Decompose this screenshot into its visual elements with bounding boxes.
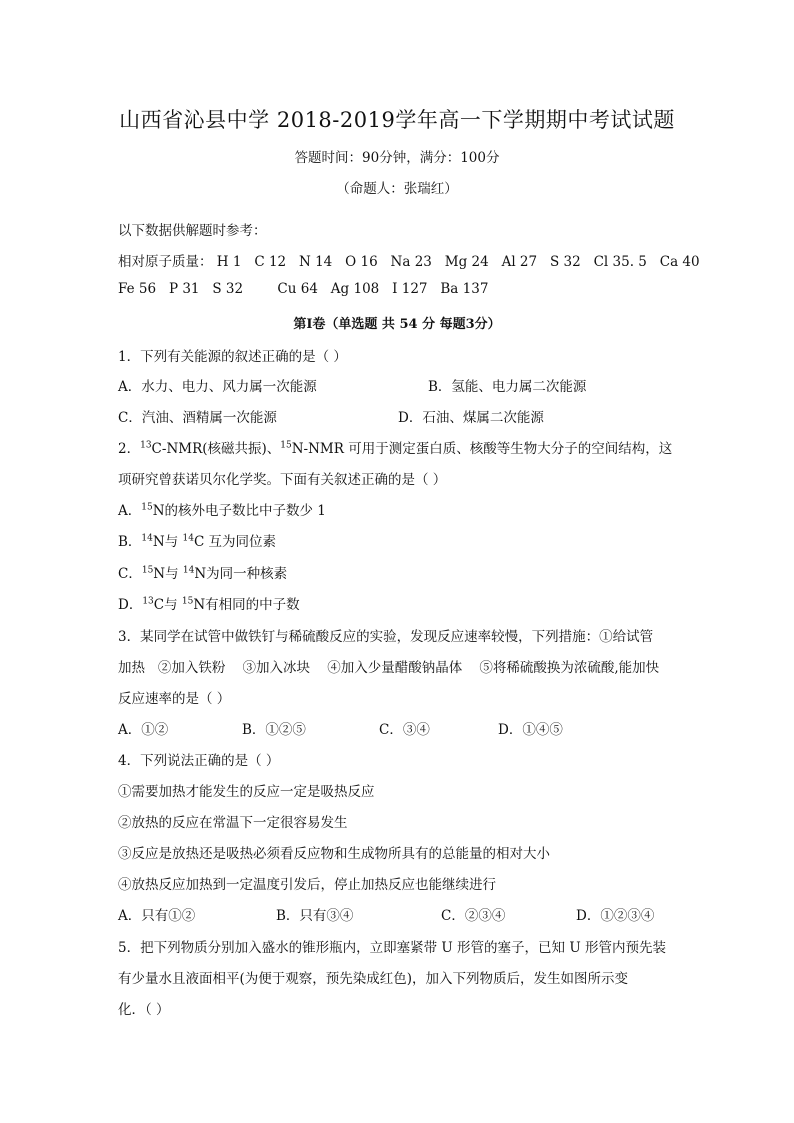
question-1-option-d: D．石油、煤属二次能源 — [398, 410, 544, 426]
question-2-option-d: D．$^{13}$C与 $^{15}$N有相同的中子数 — [118, 596, 300, 613]
question-4-option-a: A．只有①② — [118, 908, 196, 924]
question-3-stem-line-3: 反应速率的是（ ） — [118, 691, 231, 707]
question-4-option-c: C．②③④ — [441, 908, 506, 924]
exam-time-info: 答题时间：90分钟，满分：100分 — [294, 150, 500, 166]
question-4-option-b: B．只有③④ — [276, 908, 354, 924]
question-1-stem: 1．下列有关能源的叙述正确的是（ ） — [118, 349, 347, 365]
question-3-stem-line-1: 3．某同学在试管中做铁钉与稀硫酸反应的实验，发现反应速率较慢，下列措施：①给试管 — [118, 629, 654, 645]
atomic-masses-line-2: Fe 56 P 31 S 32 Cu 64 Ag 108 I 127 Ba 137 — [118, 281, 489, 297]
question-5-stem-line-2: 有少量水且液面相平(为便于观察，预先染成红色)，加入下列物质后，发生如图所示变 — [118, 971, 629, 987]
question-1-option-b: B．氢能、电力属二次能源 — [428, 379, 587, 395]
question-3-option-d: D．①④⑤ — [498, 722, 563, 738]
question-3-option-c: C．③④ — [379, 722, 430, 738]
page-title: 山西省沁县中学 2018-2019学年高一下学期期中考试试题 — [119, 108, 675, 132]
exam-author: （命题人：张瑞红） — [336, 181, 458, 197]
question-2-stem-line-2: 项研究曾获诺贝尔化学奖。下面有关叙述正确的是（ ） — [118, 472, 447, 488]
question-1-option-c: C．汽油、酒精属一次能源 — [118, 410, 277, 426]
question-3-stem-line-2: 加热 ②加入铁粉 ③加入冰块 ④加入少量醋酸钠晶体 ⑤将稀硫酸换为浓硫酸,能加快 — [118, 660, 660, 676]
question-5-stem-line-3: 化．（ ） — [118, 1002, 170, 1018]
question-5-stem-line-1: 5．把下列物质分别加入盛水的锥形瓶内，立即塞紧带 U 形管的塞子，已知 U 形管内预先装 — [118, 940, 667, 956]
question-2-option-a: A．$^{15}$N的核外电子数比中子数少 1 — [118, 502, 326, 519]
atomic-masses-line-1: 相对原子质量： H 1 C 12 N 14 O 16 Na 23 Mg 24 Al 27 S 32 Cl 35. 5 Ca 40 — [118, 254, 700, 270]
question-3-option-b: B．①②⑤ — [242, 722, 306, 738]
question-4-statement-3: ③反应是放热还是吸热必须看反应物和生成物所具有的总能量的相对大小 — [118, 846, 550, 862]
question-4-statement-1: ①需要加热才能发生的反应一定是吸热反应 — [118, 784, 375, 800]
question-4-statement-4: ④放热反应加热到一定温度引发后，停止加热反应也能继续进行 — [118, 877, 496, 893]
question-4-statement-2: ②放热的反应在常温下一定很容易发生 — [118, 815, 348, 831]
section-heading: 第Ⅰ卷（单选题 共 54 分 每题3分） — [293, 317, 501, 332]
question-4-option-d: D．①②③④ — [576, 908, 655, 924]
question-2-option-b: B．$^{14}$N与 $^{14}$C 互为同位素 — [118, 533, 277, 550]
question-2-option-c: C．$^{15}$N与 $^{14}$N为同一种核素 — [118, 565, 288, 582]
question-4-stem: 4．下列说法正确的是（ ） — [118, 753, 280, 769]
question-2-stem-line-1: 2．$^{13}$C-NMR(核磁共振)、$^{15}$N-NMR 可用于测定蛋白质、核酸等生物大分子的空间结构，这 — [118, 440, 673, 457]
question-3-option-a: A．①② — [118, 722, 169, 738]
reference-intro: 以下数据供解题时参考： — [118, 223, 267, 239]
question-1-option-a: A．水力、电力、风力属一次能源 — [118, 379, 317, 395]
